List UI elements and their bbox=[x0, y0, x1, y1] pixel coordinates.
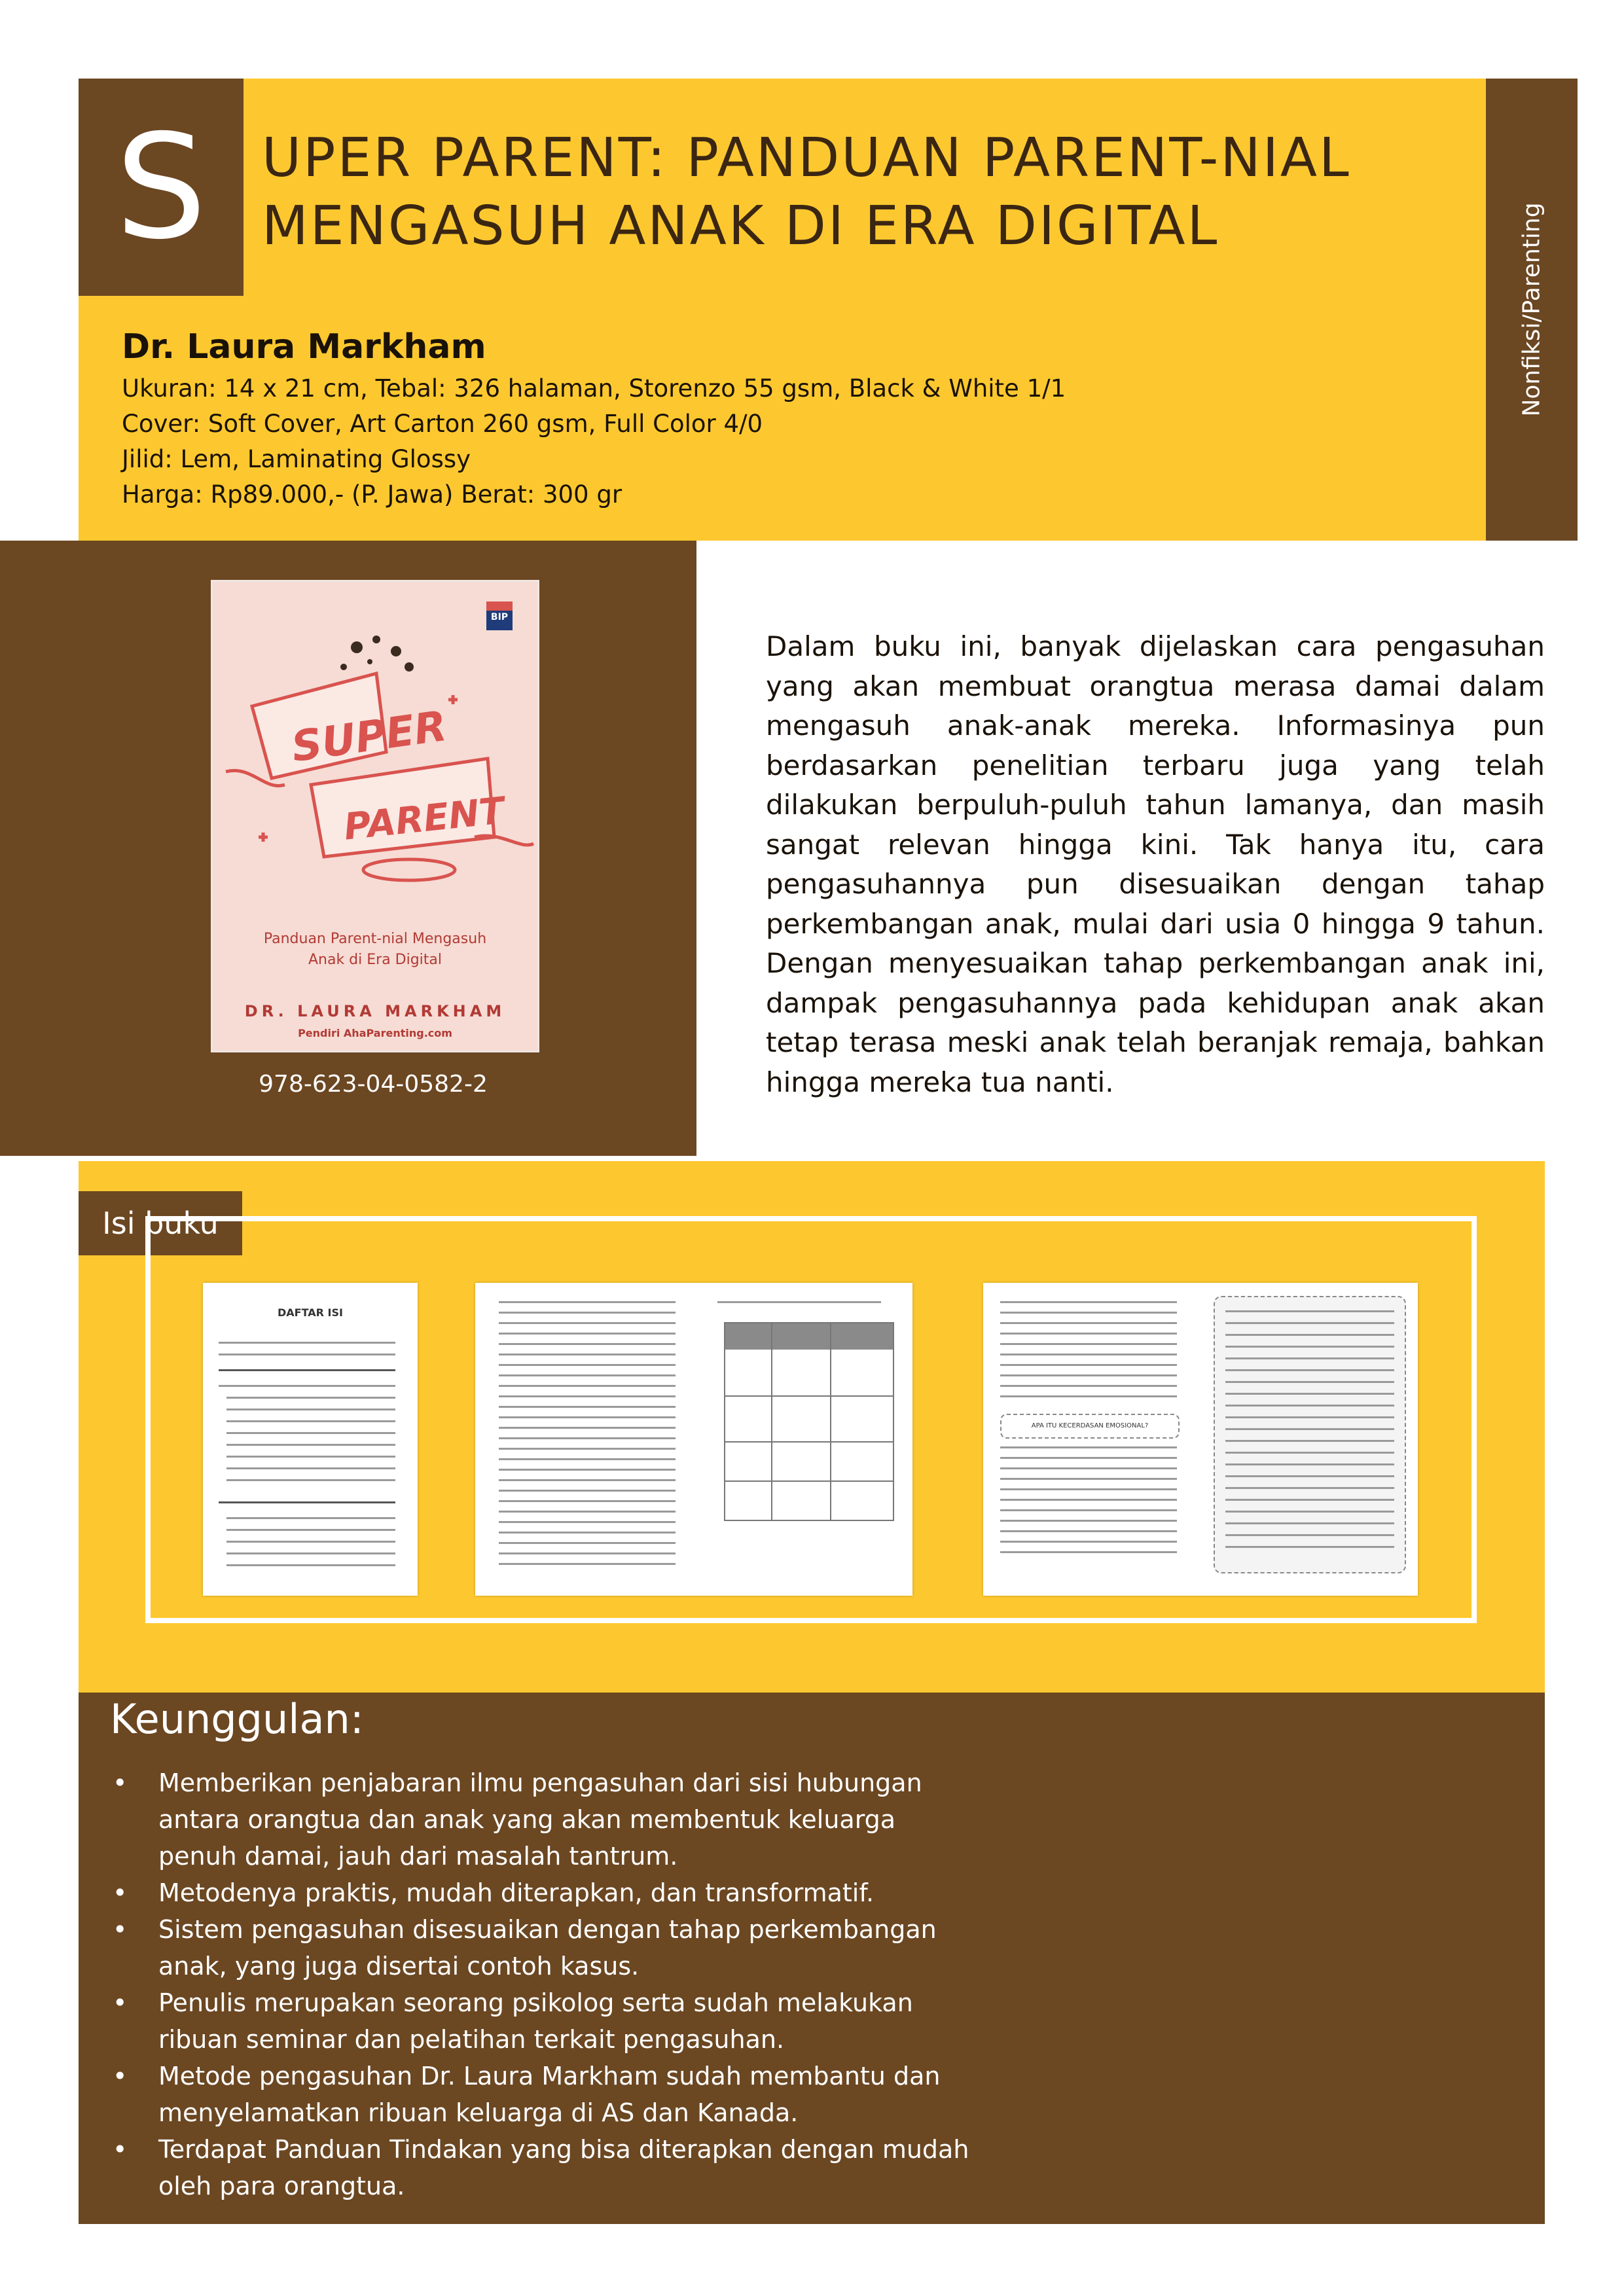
list-item: • Metode pengasuhan Dr. Laura Markham sudah membantu dan menyelamatkan ribuan keluarga di AS dan Kanada. bbox=[110, 2058, 974, 2131]
drop-cap: S bbox=[115, 103, 207, 271]
list-item: • Terdapat Panduan Tindakan yang bisa diterapkan dengan mudah oleh para orangtua. bbox=[110, 2131, 974, 2204]
list-item: • Penulis merupakan seorang psikolog serta sudah melakukan ribuan seminar dan pelatihan terkait pengasuhan. bbox=[110, 1984, 974, 2058]
cover-title-bottom: PARENT bbox=[342, 789, 507, 849]
book-cover-image bbox=[211, 580, 539, 1052]
cover-subtitle: Panduan Parent-nial Mengasuh Anak di Era Digital bbox=[263, 931, 487, 968]
toc-title: DAFTAR ISI bbox=[278, 1306, 343, 1319]
author-name: Dr. Laura Markham bbox=[122, 327, 486, 367]
sample-page-spread-table bbox=[475, 1283, 912, 1596]
category-label: Nonfiksi/Parenting bbox=[1518, 202, 1545, 417]
title-line-1: UPER PARENT: PANDUAN PARENT-NIAL bbox=[262, 127, 1351, 189]
drop-cap-box bbox=[79, 79, 244, 296]
spec-binding: Jilid: Lem, Laminating Glossy bbox=[122, 445, 471, 473]
keunggulan-list bbox=[110, 1765, 974, 2204]
book-description: Dalam buku ini, banyak dijelaskan cara pengasuhan yang akan membuat orangtua merasa damai dalam mengasuh anak-anak mereka. Informasinya pun berdasarkan penelitian terbaru juga yang telah dilakukan berpuluh-puluh tahun lamanya, dan masih sangat relevan hingga kini. Tak hanya itu, cara pengasuhannya pun disesuaikan dengan tahap perkembangan anak, mulai dari usia 0 hingga 9 tahun. Dengan menyesuaikan tahap perkembangan anak ini, dampak pengasuhannya pada kehidupan anak akan tetap terasa meski anak telah beranjak remaja, bahkan hingga mereka tua nanti. bbox=[766, 630, 1545, 1098]
sample-page-spread-emotional bbox=[983, 1283, 1418, 1596]
list-item: • Memberikan penjabaran ilmu pengasuhan dari sisi hubungan antara orangtua dan anak yang akan membentuk keluarga penuh damai, jauh dari masalah tantrum. bbox=[110, 1765, 974, 1874]
title-line-2: MENGASUH ANAK DI ERA DIGITAL bbox=[262, 195, 1219, 257]
cover-title-top: SUPER bbox=[289, 702, 450, 772]
keunggulan-title: Keunggulan: bbox=[110, 1695, 364, 1743]
sample-page-toc bbox=[203, 1283, 418, 1596]
spec-size: Ukuran: 14 x 21 cm, Tebal: 326 halaman, Storenzo 55 gsm, Black & White 1/1 bbox=[122, 374, 1066, 403]
list-item: • Metodenya praktis, mudah diterapkan, dan transformatif. bbox=[110, 1874, 974, 1911]
isbn: 978-623-04-0582-2 bbox=[259, 1071, 488, 1098]
category-sidebar bbox=[1486, 79, 1578, 541]
cover-author-note: Pendiri AhaParenting.com bbox=[298, 1027, 452, 1039]
isi-buku-label: Isi buku bbox=[102, 1206, 219, 1241]
spec-price: Harga: Rp89.000,- (P. Jawa) Berat: 300 gr bbox=[122, 480, 623, 509]
sample-boxed-text bbox=[1214, 1296, 1406, 1573]
spec-cover: Cover: Soft Cover, Art Carton 260 gsm, Full Color 4/0 bbox=[122, 410, 763, 438]
sample-table bbox=[724, 1322, 894, 1521]
publisher-logo: BIP bbox=[486, 601, 513, 630]
book-title bbox=[262, 124, 1375, 260]
sample-heading: APA ITU KECERDASAN EMOSIONAL? bbox=[1000, 1414, 1180, 1439]
cover-author: DR. LAURA MARKHAM bbox=[244, 1002, 506, 1020]
list-item: • Sistem pengasuhan disesuaikan dengan tahap perkembangan anak, yang juga disertai contoh kasus. bbox=[110, 1911, 974, 1984]
